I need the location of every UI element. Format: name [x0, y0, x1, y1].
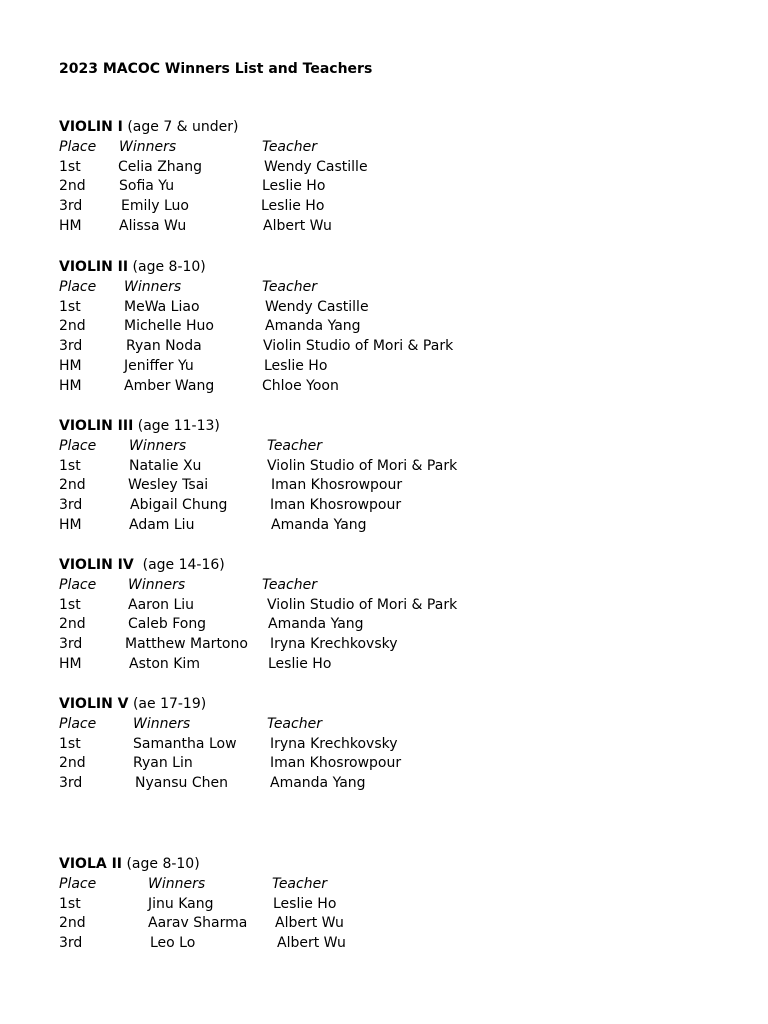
winner-cell: Amber Wang: [124, 377, 215, 394]
section-age-note: (ae 17-19): [128, 696, 207, 712]
teacher-cell: Leslie Ho: [264, 357, 328, 374]
teacher-header: Teacher: [272, 875, 327, 892]
winners-header: Winners: [128, 576, 186, 593]
section-heading: [59, 855, 659, 875]
place-header: Place: [59, 138, 97, 155]
teacher-cell: Chloe Yoon: [262, 377, 339, 394]
winner-cell: Natalie Xu: [129, 457, 202, 474]
winner-cell: MeWa Liao: [124, 298, 200, 315]
table-row: [59, 635, 659, 655]
place-cell: 3rd: [59, 497, 83, 514]
place-cell: 1st: [59, 158, 81, 175]
section-heading: [59, 417, 659, 437]
place-cell: 2nd: [59, 318, 86, 335]
winner-cell: Samantha Low: [133, 735, 237, 752]
place-cell: 2nd: [59, 477, 86, 494]
teacher-cell: Wendy Castille: [265, 298, 369, 315]
place-header: Place: [59, 576, 97, 593]
place-cell: 3rd: [59, 636, 83, 653]
table-row: [59, 735, 659, 755]
place-cell: 2nd: [59, 616, 86, 633]
section-violin-5: [59, 695, 659, 794]
section-name: VIOLIN I: [59, 119, 123, 135]
place-header: Place: [59, 278, 97, 295]
table-row: [59, 596, 659, 616]
place-cell: 2nd: [59, 915, 86, 932]
section-name: VIOLIN V: [59, 696, 129, 712]
teacher-cell: Iman Khosrowpour: [270, 755, 402, 772]
teacher-cell: Violin Studio of Mori & Park: [267, 457, 458, 474]
table-row: [59, 655, 659, 675]
table-row: [59, 914, 659, 934]
winner-cell: Leo Lo: [150, 935, 196, 952]
winner-cell: Celia Zhang: [118, 158, 202, 175]
column-header-row: [59, 138, 659, 158]
place-cell: HM: [59, 217, 82, 234]
winner-cell: Adam Liu: [129, 516, 195, 533]
place-cell: 1st: [59, 735, 81, 752]
page-title: 2023 MACOC Winners List and Teachers: [59, 61, 373, 77]
winner-cell: Jeniffer Yu: [124, 357, 194, 374]
table-row: [59, 457, 659, 477]
place-cell: 2nd: [59, 755, 86, 772]
section-age-note: (age 11-13): [133, 418, 220, 434]
winner-cell: Aarav Sharma: [148, 915, 248, 932]
section-violin-1: [59, 118, 659, 237]
teacher-cell: Leslie Ho: [273, 895, 337, 912]
table-row: [59, 496, 659, 516]
teacher-cell: Violin Studio of Mori & Park: [267, 596, 458, 613]
winner-cell: Abigail Chung: [130, 497, 228, 514]
winners-header: Winners: [148, 875, 206, 892]
place-cell: HM: [59, 357, 82, 374]
table-row: [59, 377, 659, 397]
table-row: [59, 754, 659, 774]
place-cell: 3rd: [59, 935, 83, 952]
section-name: VIOLA II: [59, 856, 122, 872]
teacher-cell: Amanda Yang: [270, 775, 366, 792]
section-violin-3: [59, 417, 659, 536]
table-row: [59, 774, 659, 794]
teacher-header: Teacher: [267, 437, 322, 454]
teacher-cell: Iman Khosrowpour: [270, 497, 402, 514]
place-cell: 2nd: [59, 178, 86, 195]
place-cell: 3rd: [59, 338, 83, 355]
teacher-cell: Iman Khosrowpour: [271, 477, 403, 494]
section-heading: [59, 258, 659, 278]
table-row: [59, 476, 659, 496]
table-row: [59, 197, 659, 217]
winner-cell: Ryan Lin: [133, 755, 193, 772]
section-violin-2: [59, 258, 659, 397]
section-viola-2: [59, 855, 659, 954]
place-cell: HM: [59, 377, 82, 394]
winner-cell: Sofia Yu: [119, 178, 175, 195]
section-age-note: (age 7 & under): [122, 119, 239, 135]
teacher-cell: Leslie Ho: [268, 655, 332, 672]
teacher-cell: Wendy Castille: [264, 158, 368, 175]
section-name: VIOLIN III: [59, 418, 134, 434]
section-age-note: (age 14-16): [133, 557, 225, 573]
teacher-cell: Amanda Yang: [265, 318, 361, 335]
teacher-header: Teacher: [267, 715, 322, 732]
teacher-cell: Leslie Ho: [262, 178, 326, 195]
section-heading: [59, 695, 659, 715]
table-row: [59, 516, 659, 536]
column-header-row: [59, 715, 659, 735]
place-cell: 1st: [59, 596, 81, 613]
teacher-header: Teacher: [262, 278, 317, 295]
teacher-header: Teacher: [262, 138, 317, 155]
section-heading: [59, 556, 659, 576]
winner-cell: Ryan Noda: [126, 338, 202, 355]
place-cell: 3rd: [59, 775, 83, 792]
place-cell: HM: [59, 516, 82, 533]
winners-header: Winners: [119, 138, 177, 155]
table-row: [59, 615, 659, 635]
teacher-cell: Violin Studio of Mori & Park: [263, 338, 454, 355]
column-header-row: [59, 875, 659, 895]
table-row: [59, 217, 659, 237]
teacher-cell: Albert Wu: [277, 935, 346, 952]
section-violin-4: [59, 556, 659, 675]
table-row: [59, 298, 659, 318]
teacher-cell: Amanda Yang: [271, 516, 367, 533]
winner-cell: Alissa Wu: [119, 217, 187, 234]
column-header-row: [59, 576, 659, 596]
table-row: [59, 158, 659, 178]
winner-cell: Nyansu Chen: [135, 775, 228, 792]
teacher-cell: Amanda Yang: [268, 616, 364, 633]
winners-header: Winners: [124, 278, 182, 295]
place-cell: 1st: [59, 457, 81, 474]
winner-cell: Aston Kim: [129, 655, 200, 672]
column-header-row: [59, 278, 659, 298]
place-header: Place: [59, 715, 97, 732]
place-cell: 1st: [59, 298, 81, 315]
teacher-cell: Albert Wu: [275, 915, 344, 932]
place-cell: HM: [59, 655, 82, 672]
place-header: Place: [59, 437, 97, 454]
table-row: [59, 895, 659, 915]
teacher-cell: Albert Wu: [263, 217, 332, 234]
winner-cell: Jinu Kang: [148, 895, 214, 912]
teacher-header: Teacher: [262, 576, 317, 593]
winner-cell: Emily Luo: [121, 198, 189, 215]
place-cell: 1st: [59, 895, 81, 912]
winner-cell: Matthew Martono: [125, 636, 248, 653]
section-name: VIOLIN II: [59, 259, 129, 275]
teacher-cell: Iryna Krechkovsky: [270, 636, 398, 653]
table-row: [59, 317, 659, 337]
table-row: [59, 357, 659, 377]
winner-cell: Wesley Tsai: [128, 477, 209, 494]
place-cell: 3rd: [59, 198, 83, 215]
teacher-cell: Leslie Ho: [261, 198, 325, 215]
winners-header: Winners: [133, 715, 191, 732]
section-age-note: (age 8-10): [128, 259, 206, 275]
winners-header: Winners: [129, 437, 187, 454]
winner-cell: Aaron Liu: [128, 596, 195, 613]
table-row: [59, 337, 659, 357]
table-row: [59, 934, 659, 954]
table-row: [59, 177, 659, 197]
column-header-row: [59, 437, 659, 457]
section-age-note: (age 8-10): [122, 856, 200, 872]
winner-cell: Caleb Fong: [128, 616, 207, 633]
winner-cell: Michelle Huo: [124, 318, 214, 335]
place-header: Place: [59, 875, 97, 892]
section-heading: [59, 118, 659, 138]
teacher-cell: Iryna Krechkovsky: [270, 735, 398, 752]
section-name: VIOLIN IV: [59, 557, 134, 573]
